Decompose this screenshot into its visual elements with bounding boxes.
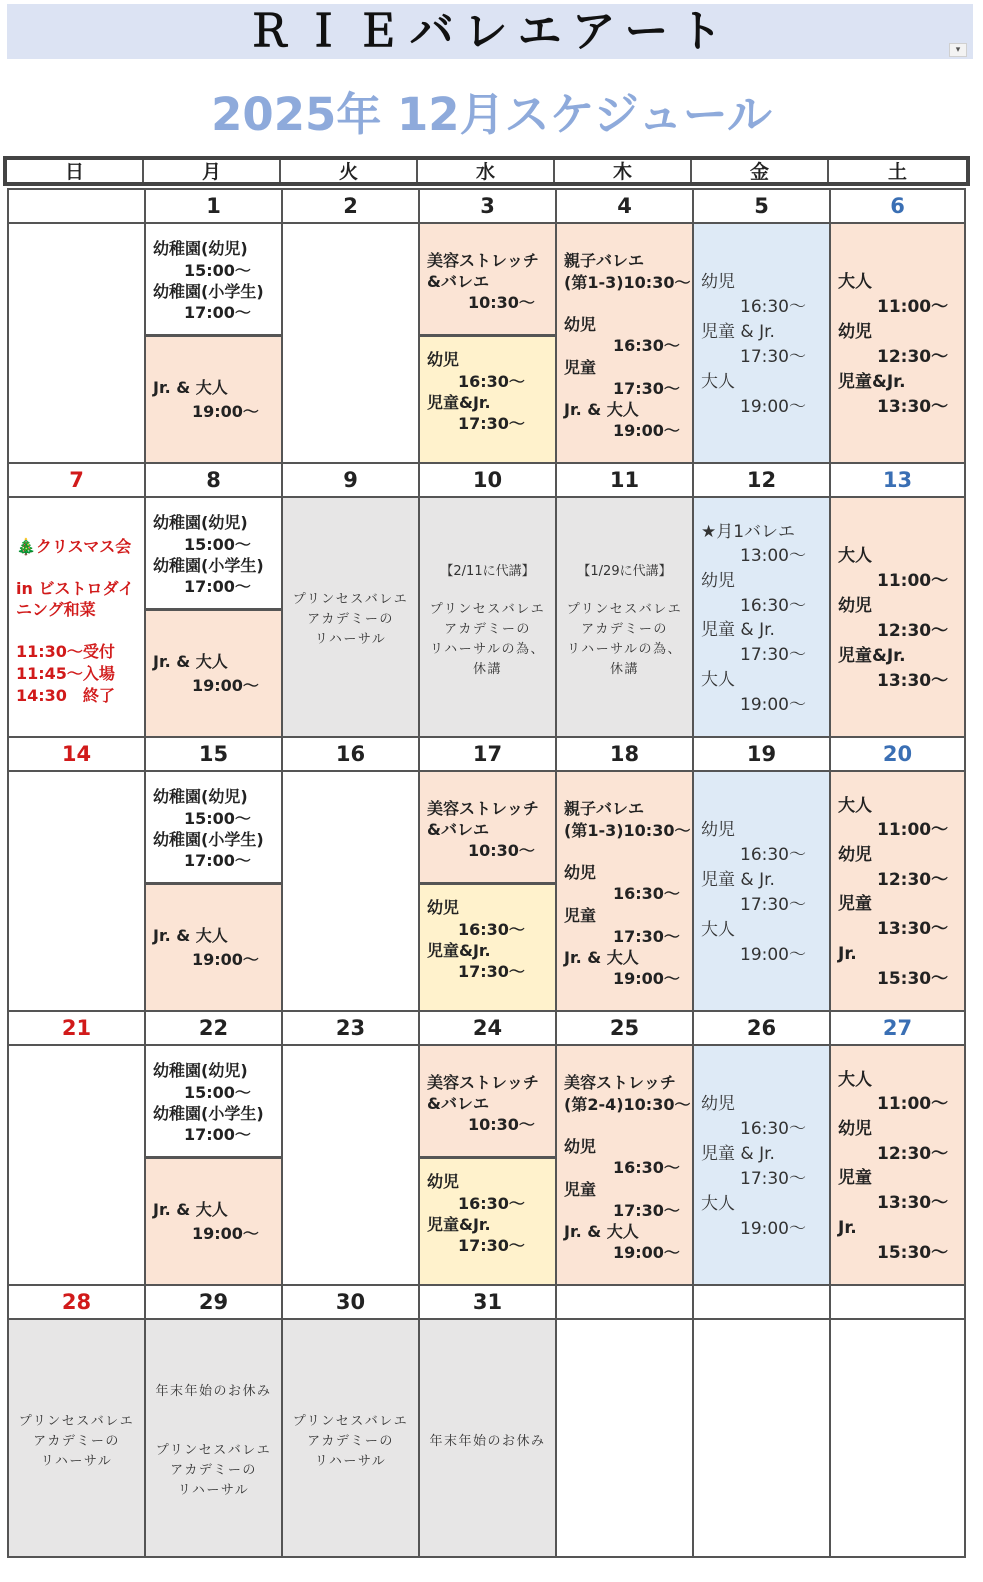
class-name: 大人 bbox=[838, 546, 872, 566]
class-name: 大人 bbox=[838, 1070, 872, 1090]
class-name: 大人 bbox=[838, 796, 872, 816]
day-cell bbox=[418, 224, 555, 462]
date-number: 6 bbox=[829, 190, 966, 222]
date-number: 18 bbox=[555, 738, 692, 770]
class-time: 11:00～ bbox=[877, 1094, 949, 1114]
event-name: 🎄クリスマス会 bbox=[16, 537, 132, 556]
date-number: 13 bbox=[829, 464, 966, 496]
date-number: 31 bbox=[418, 1286, 555, 1318]
class-name: 児童 bbox=[838, 894, 872, 914]
rehearsal-note: アカデミーの bbox=[307, 612, 394, 627]
class-time: 10:30～ bbox=[468, 293, 535, 312]
day-cell bbox=[555, 1046, 692, 1284]
class-name: 幼児 bbox=[838, 845, 872, 865]
day-cell bbox=[829, 1320, 966, 1556]
class-time: 17:00～ bbox=[184, 577, 251, 596]
class-name: Jr. & 大人 bbox=[153, 926, 228, 945]
class-name: 大人 bbox=[701, 372, 735, 392]
class-time: 19:00～ bbox=[740, 695, 806, 715]
class-name: 幼児 bbox=[701, 272, 735, 292]
jr-adult-block bbox=[146, 608, 281, 736]
day-cell bbox=[144, 498, 281, 736]
class-name: 幼稚園(幼児) bbox=[153, 513, 248, 532]
class-time: 13:30～ bbox=[877, 397, 949, 417]
class-time: 19:00～ bbox=[192, 402, 259, 421]
jr-adult-block bbox=[146, 334, 281, 462]
class-time: 19:00～ bbox=[192, 950, 259, 969]
event-venue: in ビストロダイ bbox=[16, 579, 135, 598]
class-time: 12:30～ bbox=[877, 870, 949, 890]
kindergarten-block bbox=[146, 224, 281, 334]
content-row bbox=[7, 496, 966, 736]
class-time: 16:30～ bbox=[613, 1158, 680, 1177]
day-cell bbox=[281, 1046, 418, 1284]
calendar bbox=[7, 156, 966, 1568]
closure-note: リハーサルの為、 bbox=[430, 642, 545, 657]
class-name: 幼稚園(小学生) bbox=[153, 830, 264, 849]
date-number: 24 bbox=[418, 1012, 555, 1044]
class-time: 17:00～ bbox=[184, 1125, 251, 1144]
day-cell bbox=[829, 772, 966, 1010]
class-time: 16:30～ bbox=[458, 1194, 525, 1213]
substitute-note: 【2/11に代講】 bbox=[440, 564, 535, 579]
class-time: 15:30～ bbox=[877, 969, 949, 989]
class-name: 幼児 bbox=[427, 898, 460, 917]
class-name: 大人 bbox=[701, 1194, 735, 1214]
day-cell bbox=[418, 1320, 555, 1556]
date-number: 23 bbox=[281, 1012, 418, 1044]
class-name: 美容ストレッチ bbox=[427, 251, 539, 270]
day-cell bbox=[829, 498, 966, 736]
holiday-note: 年末年始のお休み bbox=[155, 1384, 272, 1399]
class-name: 児童&Jr. bbox=[838, 372, 906, 392]
class-name: 幼児 bbox=[701, 571, 735, 591]
day-cell bbox=[281, 1320, 418, 1556]
class-name: 幼児 bbox=[701, 820, 735, 840]
class-name: ★月1バレエ bbox=[701, 522, 796, 542]
kids-block bbox=[420, 882, 555, 1010]
class-name: 幼児 bbox=[427, 350, 460, 369]
class-time: 13:30～ bbox=[877, 919, 949, 939]
day-cell bbox=[829, 224, 966, 462]
day-cell bbox=[7, 224, 144, 462]
class-time: 17:30～ bbox=[458, 1236, 525, 1255]
class-time: 15:00～ bbox=[184, 1083, 251, 1102]
class-time: 15:00～ bbox=[184, 809, 251, 828]
class-time: 19:00～ bbox=[613, 969, 680, 988]
date-number: 12 bbox=[692, 464, 829, 496]
class-name: 美容ストレッチ bbox=[427, 799, 539, 818]
date-number: 4 bbox=[555, 190, 692, 222]
content-row bbox=[7, 1318, 966, 1558]
kindergarten-block bbox=[146, 772, 281, 882]
date-number bbox=[555, 1286, 692, 1318]
class-name: Jr. & 大人 bbox=[564, 1222, 639, 1241]
day-cell bbox=[144, 772, 281, 1010]
class-time: 13:30～ bbox=[877, 671, 949, 691]
kids-block bbox=[420, 1156, 555, 1284]
class-time: 16:30～ bbox=[740, 845, 806, 865]
date-number: 15 bbox=[144, 738, 281, 770]
date-number: 2 bbox=[281, 190, 418, 222]
class-time: 17:30～ bbox=[613, 1201, 680, 1220]
class-name: 親子バレエ bbox=[564, 799, 645, 818]
closure-note: 休講 bbox=[609, 662, 639, 677]
stretch-block bbox=[420, 772, 555, 882]
date-number: 11 bbox=[555, 464, 692, 496]
class-name: 児童 bbox=[838, 1168, 872, 1188]
date-number: 8 bbox=[144, 464, 281, 496]
event-venue: ニング和菜 bbox=[16, 600, 96, 619]
rehearsal-note: リハーサル bbox=[314, 632, 387, 647]
class-time: 19:00～ bbox=[740, 397, 806, 417]
dropdown-arrow-icon[interactable]: ▾ bbox=[949, 43, 967, 57]
class-name: 幼児 bbox=[838, 596, 872, 616]
class-name: &バレエ bbox=[427, 820, 489, 839]
class-time: 13:30～ bbox=[877, 1193, 949, 1213]
rehearsal-note: リハーサル bbox=[40, 1454, 113, 1469]
day-cell bbox=[7, 772, 144, 1010]
weekday-thu: 木 bbox=[555, 160, 692, 182]
class-time: 17:30～ bbox=[613, 927, 680, 946]
date-number: 29 bbox=[144, 1286, 281, 1318]
rehearsal-note: プリンセスバレエ bbox=[292, 1414, 409, 1429]
rehearsal-note: プリンセスバレエ bbox=[155, 1443, 272, 1458]
class-name: 幼稚園(幼児) bbox=[153, 1061, 248, 1080]
day-cell bbox=[144, 1046, 281, 1284]
class-name: 児童 & Jr. bbox=[701, 322, 775, 342]
class-time: 17:30～ bbox=[740, 347, 806, 367]
stretch-block bbox=[420, 1046, 555, 1156]
class-name: 児童 bbox=[564, 1180, 597, 1199]
date-number bbox=[829, 1286, 966, 1318]
kids-block bbox=[420, 334, 555, 462]
holiday-note: 年末年始のお休み bbox=[429, 1434, 546, 1449]
date-row bbox=[7, 1010, 966, 1044]
weekday-mon: 月 bbox=[144, 160, 281, 182]
date-number bbox=[7, 190, 144, 222]
day-cell bbox=[692, 1046, 829, 1284]
date-row bbox=[7, 1284, 966, 1318]
date-number: 21 bbox=[7, 1012, 144, 1044]
class-name: Jr. & 大人 bbox=[564, 948, 639, 967]
class-name: 大人 bbox=[701, 670, 735, 690]
date-number: 1 bbox=[144, 190, 281, 222]
class-name: 幼児 bbox=[564, 1137, 597, 1156]
class-name: 幼稚園(小学生) bbox=[153, 1104, 264, 1123]
class-name: 幼稚園(小学生) bbox=[153, 282, 264, 301]
class-time: 17:00～ bbox=[184, 303, 251, 322]
date-number: 9 bbox=[281, 464, 418, 496]
class-name: (第2-4)10:30～ bbox=[564, 1095, 691, 1114]
closure-note: 休講 bbox=[472, 662, 502, 677]
day-cell bbox=[418, 498, 555, 736]
class-name: 児童&Jr. bbox=[838, 646, 906, 666]
date-number: 16 bbox=[281, 738, 418, 770]
class-name: &バレエ bbox=[427, 272, 489, 291]
date-number: 25 bbox=[555, 1012, 692, 1044]
kindergarten-block bbox=[146, 498, 281, 608]
closure-note: プリンセスバレエ bbox=[566, 602, 683, 617]
class-time: 15:00～ bbox=[184, 261, 251, 280]
day-cell bbox=[692, 1320, 829, 1556]
rehearsal-note: プリンセスバレエ bbox=[18, 1414, 135, 1429]
class-time: 19:00～ bbox=[613, 1243, 680, 1262]
class-name: 児童&Jr. bbox=[427, 941, 491, 960]
school-title: ＲＩＥバレエアート bbox=[247, 6, 733, 57]
class-name: 幼児 bbox=[564, 863, 597, 882]
class-time: 12:30～ bbox=[877, 347, 949, 367]
class-time: 17:30～ bbox=[458, 414, 525, 433]
class-time: 16:30～ bbox=[613, 336, 680, 355]
date-number: 22 bbox=[144, 1012, 281, 1044]
date-number: 19 bbox=[692, 738, 829, 770]
event-time: 14:30 終了 bbox=[16, 686, 115, 705]
day-cell bbox=[555, 772, 692, 1010]
rehearsal-note: リハーサル bbox=[177, 1483, 250, 1498]
class-name: (第1-3)10:30～ bbox=[564, 273, 691, 292]
class-name: 児童 & Jr. bbox=[701, 1144, 775, 1164]
class-name: 児童&Jr. bbox=[427, 1215, 491, 1234]
rehearsal-note: アカデミーの bbox=[33, 1434, 120, 1449]
class-time: 12:30～ bbox=[877, 621, 949, 641]
day-cell bbox=[418, 1046, 555, 1284]
class-time: 19:00～ bbox=[192, 1224, 259, 1243]
closure-note: プリンセスバレエ bbox=[429, 602, 546, 617]
class-name: 幼稚園(小学生) bbox=[153, 556, 264, 575]
content-row bbox=[7, 222, 966, 462]
class-name: Jr. & 大人 bbox=[153, 652, 228, 671]
class-time: 17:30～ bbox=[740, 645, 806, 665]
class-name: 幼児 bbox=[701, 1094, 735, 1114]
date-number: 5 bbox=[692, 190, 829, 222]
class-name: 幼児 bbox=[838, 322, 872, 342]
class-time: 17:30～ bbox=[740, 1169, 806, 1189]
class-name: 幼児 bbox=[427, 1172, 460, 1191]
class-name: (第1-3)10:30～ bbox=[564, 821, 691, 840]
day-cell bbox=[144, 224, 281, 462]
class-name: 幼児 bbox=[838, 1119, 872, 1139]
class-time: 19:00～ bbox=[740, 945, 806, 965]
jr-adult-block bbox=[146, 1156, 281, 1284]
class-time: 19:00～ bbox=[192, 676, 259, 695]
class-time: 16:30～ bbox=[740, 1119, 806, 1139]
class-time: 16:30～ bbox=[458, 372, 525, 391]
date-number: 30 bbox=[281, 1286, 418, 1318]
event-time: 11:30～受付 bbox=[16, 642, 115, 661]
date-number: 20 bbox=[829, 738, 966, 770]
content-row bbox=[7, 1044, 966, 1284]
day-cell bbox=[418, 772, 555, 1010]
class-time: 19:00～ bbox=[613, 421, 680, 440]
class-time: 16:30～ bbox=[613, 884, 680, 903]
date-row bbox=[7, 462, 966, 496]
closure-note: アカデミーの bbox=[444, 622, 531, 637]
class-time: 17:30～ bbox=[740, 895, 806, 915]
class-time: 17:30～ bbox=[613, 379, 680, 398]
class-time: 16:30～ bbox=[458, 920, 525, 939]
class-time: 10:30～ bbox=[468, 841, 535, 860]
content-row bbox=[7, 770, 966, 1010]
class-time: 10:30～ bbox=[468, 1115, 535, 1134]
class-name: 児童 bbox=[564, 358, 597, 377]
class-name: 大人 bbox=[701, 920, 735, 940]
class-name: Jr. & 大人 bbox=[153, 1200, 228, 1219]
schedule-subtitle: 2025年 12月スケジュール bbox=[211, 88, 772, 141]
date-number: 7 bbox=[7, 464, 144, 496]
class-time: 16:30～ bbox=[740, 596, 806, 616]
class-name: 親子バレエ bbox=[564, 251, 645, 270]
stretch-block bbox=[420, 224, 555, 334]
class-time: 13:00～ bbox=[740, 546, 806, 566]
day-cell bbox=[7, 1046, 144, 1284]
class-name: Jr. & 大人 bbox=[564, 400, 639, 419]
closure-note: アカデミーの bbox=[581, 622, 668, 637]
day-cell bbox=[281, 224, 418, 462]
class-name: 幼稚園(幼児) bbox=[153, 787, 248, 806]
date-number: 14 bbox=[7, 738, 144, 770]
weekday-sat: 土 bbox=[887, 161, 907, 182]
day-cell bbox=[281, 772, 418, 1010]
weekday-wed: 水 bbox=[418, 160, 555, 182]
date-number bbox=[692, 1286, 829, 1318]
class-name: 児童&Jr. bbox=[427, 393, 491, 412]
day-cell bbox=[281, 498, 418, 736]
kindergarten-block bbox=[146, 1046, 281, 1156]
weekday-tue: 火 bbox=[281, 160, 418, 182]
class-time: 17:00～ bbox=[184, 851, 251, 870]
class-name: Jr. bbox=[838, 944, 857, 964]
class-name: 児童 bbox=[564, 906, 597, 925]
class-time: 11:00～ bbox=[877, 571, 949, 591]
date-number: 10 bbox=[418, 464, 555, 496]
day-cell bbox=[692, 224, 829, 462]
day-cell bbox=[692, 772, 829, 1010]
rehearsal-note: リハーサル bbox=[314, 1454, 387, 1469]
day-cell bbox=[829, 1046, 966, 1284]
jr-adult-block bbox=[146, 882, 281, 1010]
substitute-note: 【1/29に代講】 bbox=[577, 564, 672, 579]
class-time: 15:30～ bbox=[877, 1243, 949, 1263]
closure-note: リハーサルの為、 bbox=[567, 642, 682, 657]
class-name: 大人 bbox=[838, 272, 872, 292]
date-row bbox=[7, 188, 966, 222]
class-name: 幼稚園(幼児) bbox=[153, 239, 248, 258]
event-time: 11:45～入場 bbox=[16, 664, 115, 683]
class-name: Jr. bbox=[838, 1218, 857, 1238]
class-time: 15:00～ bbox=[184, 535, 251, 554]
class-name: 児童 & Jr. bbox=[701, 620, 775, 640]
date-number: 17 bbox=[418, 738, 555, 770]
weekday-sun: 日 bbox=[7, 160, 144, 182]
weekday-fri: 金 bbox=[692, 160, 829, 182]
date-number: 27 bbox=[829, 1012, 966, 1044]
class-name: 児童 & Jr. bbox=[701, 870, 775, 890]
title-bar bbox=[7, 4, 973, 59]
class-time: 11:00～ bbox=[877, 820, 949, 840]
date-number: 26 bbox=[692, 1012, 829, 1044]
class-name: &バレエ bbox=[427, 1094, 489, 1113]
class-time: 16:30～ bbox=[740, 297, 806, 317]
date-number: 3 bbox=[418, 190, 555, 222]
class-time: 12:30～ bbox=[877, 1144, 949, 1164]
class-name: 幼児 bbox=[564, 315, 597, 334]
day-cell bbox=[555, 224, 692, 462]
day-cell bbox=[144, 1320, 281, 1556]
day-cell bbox=[555, 498, 692, 736]
class-name: 美容ストレッチ bbox=[564, 1073, 676, 1092]
date-row bbox=[7, 736, 966, 770]
rehearsal-note: アカデミーの bbox=[307, 1434, 394, 1449]
weekday-header bbox=[3, 156, 970, 186]
class-time: 19:00～ bbox=[740, 1219, 806, 1239]
class-time: 17:30～ bbox=[458, 962, 525, 981]
day-cell bbox=[7, 498, 144, 736]
day-cell bbox=[555, 1320, 692, 1556]
rehearsal-note: プリンセスバレエ bbox=[292, 592, 409, 607]
class-time: 11:00～ bbox=[877, 297, 949, 317]
date-number: 28 bbox=[7, 1286, 144, 1318]
day-cell bbox=[692, 498, 829, 736]
day-cell bbox=[7, 1320, 144, 1556]
rehearsal-note: アカデミーの bbox=[170, 1463, 257, 1478]
class-name: Jr. & 大人 bbox=[153, 378, 228, 397]
class-name: 美容ストレッチ bbox=[427, 1073, 539, 1092]
